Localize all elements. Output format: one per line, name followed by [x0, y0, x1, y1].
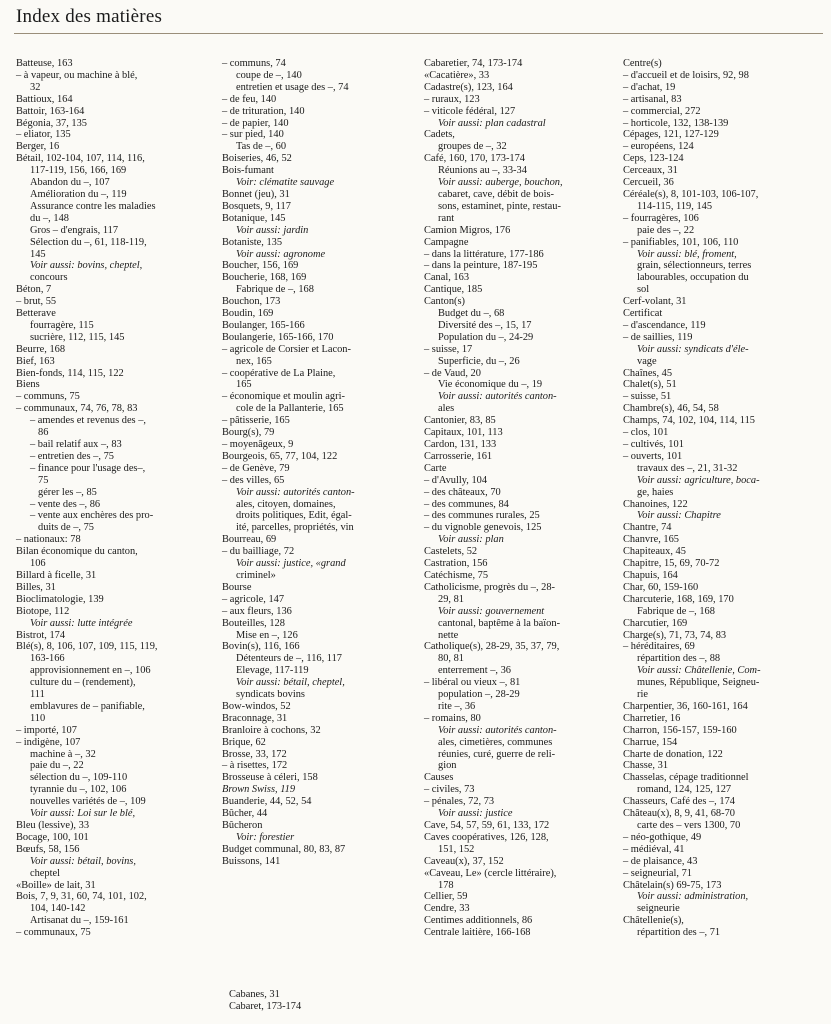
index-entry: Battioux, 164 — [16, 93, 73, 105]
index-entry: – finance pour l'usage des–, — [30, 462, 146, 474]
index-entry: Bistrot, 174 — [16, 629, 66, 641]
index-entry: nette — [438, 629, 459, 641]
index-entry: 80, 81 — [438, 653, 464, 665]
index-entry: Cellier, 59 — [424, 891, 468, 903]
index-entry: Betterave — [16, 308, 56, 320]
index-entry: Voir aussi: lutte intégrée — [30, 617, 133, 629]
index-entry: Bois, 7, 9, 31, 60, 74, 101, 102, — [16, 891, 147, 903]
index-entry: Elevage, 117-119 — [236, 665, 309, 677]
index-entry: Bourse — [222, 581, 252, 593]
index-entry: Caves coopératives, 126, 128, — [424, 831, 549, 843]
index-entry: paie des –, 22 — [637, 224, 695, 236]
index-entry: Bourreau, 69 — [222, 534, 277, 546]
index-entry: Buanderie, 44, 52, 54 — [222, 796, 312, 808]
index-entry: Berger, 16 — [16, 141, 60, 153]
index-entry: Chapuis, 164 — [623, 569, 678, 581]
index-entry: 86 — [38, 427, 49, 439]
title-rule — [14, 33, 823, 34]
index-entry: sol — [637, 284, 650, 296]
index-entry: Détenteurs de –, 116, 117 — [236, 653, 342, 665]
index-entry: – amendes et revenus des –, — [30, 415, 146, 427]
index-entry: – de papier, 140 — [222, 117, 289, 129]
index-entry: Cantique, 185 — [424, 284, 483, 296]
index-entry: nex, 165 — [236, 355, 272, 367]
index-entry: Cerf-volant, 31 — [623, 296, 687, 308]
index-entry: Bouchon, 173 — [222, 296, 281, 308]
index-column-2 — [222, 58, 412, 868]
index-entry: Charcutier, 169 — [623, 617, 688, 629]
index-entry: Population du –, 24-29 — [438, 331, 534, 343]
index-entry: Boucherie, 168, 169 — [222, 272, 307, 284]
index-entry: Bourg(s), 79 — [222, 427, 275, 439]
index-entry: Brique, 62 — [222, 736, 266, 748]
index-entry: – nationaux: 78 — [16, 534, 81, 546]
index-entry: – européens, 124 — [623, 141, 694, 153]
index-entry: Voir: clématite sauvage — [236, 177, 335, 189]
index-entry: 117-119, 156, 166, 169 — [30, 165, 127, 177]
index-entry: syndicats bovins — [236, 689, 305, 701]
index-entry: Bonnet (jeu), 31 — [222, 188, 290, 200]
index-entry: sons, estaminet, pinte, restau- — [438, 200, 561, 212]
index-entry: cheptel — [30, 867, 60, 879]
index-entry: Batteuse, 163 — [16, 58, 73, 69]
index-entry: Cadets, — [424, 129, 455, 141]
index-entry: Voir aussi: autorités canton- — [438, 724, 557, 736]
index-entry: rite –, 36 — [438, 700, 476, 712]
index-entry: Catholique(s), 28-29, 35, 37, 79, — [424, 641, 560, 653]
index-entry: répartition des –, 88 — [637, 653, 721, 665]
index-entry: – de saillies, 119 — [623, 331, 693, 343]
index-entry: Voir aussi: justice — [438, 808, 513, 820]
index-entry: Bovin(s), 116, 166 — [222, 641, 300, 653]
index-entry: Chanvre, 165 — [623, 534, 679, 546]
index-entry: Centrale laitière, 166-168 — [424, 927, 531, 939]
index-entry: Chapiteaux, 45 — [623, 546, 686, 558]
index-entry: Bûcher, 44 — [222, 808, 268, 820]
index-entry: Châtellenie(s), — [623, 915, 684, 927]
index-entry: – aux fleurs, 136 — [222, 605, 292, 617]
index-entry: munes, République, Seigneu- — [637, 677, 760, 689]
index-entry: Vie économique du –, 19 — [438, 379, 543, 391]
index-entry: Bourgeois, 65, 77, 104, 122 — [222, 450, 338, 462]
index-entry: Voir aussi: plan — [438, 534, 504, 546]
index-entry: Boulanger, 165-166 — [222, 319, 305, 331]
index-entry: Voir aussi: bétail, cheptel, — [236, 677, 345, 689]
index-entry: Voir aussi: autorités canton- — [438, 391, 557, 403]
index-entry: Bétail, 102-104, 107, 114, 116, — [16, 153, 145, 165]
index-entry: Superficie, du –, 26 — [438, 355, 520, 367]
index-column-2-bottom — [229, 989, 409, 1013]
index-entry: Boiseries, 46, 52 — [222, 153, 292, 165]
index-entry: – à risettes, 172 — [222, 760, 288, 772]
index-entry: Réunions au –, 33-34 — [438, 165, 527, 177]
index-entry: «Boille» de lait, 31 — [16, 879, 96, 891]
index-entry: Cantonier, 83, 85 — [424, 415, 496, 427]
index-entry: Tas de –, 60 — [236, 141, 287, 153]
index-entry: Bow-windos, 52 — [222, 700, 291, 712]
index-entry: 104, 140-142 — [30, 903, 86, 915]
index-entry: Diversité des –, 15, 17 — [438, 319, 532, 331]
index-entry: seigneurie — [637, 903, 680, 915]
index-entry: 32 — [30, 81, 41, 93]
index-entry: Charron, 156-157, 159-160 — [623, 724, 737, 736]
index-entry: – civiles, 73 — [424, 784, 475, 796]
index-entry: Capitaux, 101, 113 — [424, 427, 503, 439]
index-entry: Chanoines, 122 — [623, 498, 688, 510]
index-entry: Cerceaux, 31 — [623, 165, 678, 177]
index-entry: Botaniste, 135 — [222, 236, 283, 248]
index-column-1 — [16, 58, 202, 939]
index-entry: – artisanal, 83 — [623, 93, 682, 105]
index-entry: – de trituration, 140 — [222, 105, 305, 117]
index-entry: Voir aussi: gouvernement — [438, 605, 545, 617]
index-entry: – dans la peinture, 187-195 — [424, 260, 538, 272]
index-column-4 — [623, 58, 813, 939]
index-entry: criminel» — [236, 569, 276, 581]
index-entry: Mise en –, 126 — [236, 629, 298, 641]
index-entry: Biens — [16, 379, 40, 391]
index-entry: – communaux, 75 — [16, 927, 91, 939]
index-entry: Château(x), 8, 9, 41, 68-70 — [623, 808, 735, 820]
index-entry: – héréditaires, 69 — [623, 641, 695, 653]
index-entry: Voir aussi: bovins, cheptel, — [30, 260, 143, 272]
index-entry: – de plaisance, 43 — [623, 855, 698, 867]
index-entry: Charge(s), 71, 73, 74, 83 — [623, 629, 727, 641]
index-entry: Voir aussi: Chapitre — [637, 510, 721, 522]
index-entry: 114-115, 119, 145 — [637, 200, 713, 212]
index-entry: Brown Swiss, 119 — [222, 784, 296, 796]
index-entry: Bouteilles, 128 — [222, 617, 285, 629]
index-entry: 29, 81 — [438, 593, 464, 605]
index-entry: droits politiques, Edit, égal- — [236, 510, 352, 522]
index-entry: «Caveau, Le» (cercle littéraire), — [424, 867, 557, 879]
index-entry: 75 — [38, 474, 49, 486]
index-entry: – sur pied, 140 — [222, 129, 284, 141]
index-entry: Voir aussi: Loi sur le blé, — [30, 808, 136, 820]
index-entry: Brosseuse à céleri, 158 — [222, 772, 318, 784]
index-entry: – communs, 74 — [222, 58, 286, 69]
index-entry: grain, sélectionneurs, terres — [637, 260, 752, 272]
index-entry: Voir aussi: autorités canton- — [236, 486, 355, 498]
index-entry: – libéral ou vieux –, 81 — [424, 677, 521, 689]
index-entry: – fourragères, 106 — [623, 212, 699, 224]
index-entry: – à vapeur, ou machine à blé, — [16, 69, 138, 81]
index-entry: Charrue, 154 — [623, 736, 678, 748]
index-entry: Chasseurs, Café des –, 174 — [623, 796, 735, 808]
index-entry: – de feu, 140 — [222, 93, 277, 105]
index-entry: Cépages, 121, 127-129 — [623, 129, 719, 141]
index-entry: Châtelain(s) 69-75, 173 — [623, 879, 722, 891]
index-entry: Chaînes, 45 — [623, 367, 673, 379]
index-entry: ge, haies — [637, 486, 674, 498]
index-entry: – vente des –, 86 — [30, 498, 101, 510]
index-entry: Charcuterie, 168, 169, 170 — [623, 593, 734, 605]
index-entry: labourables, occupation du — [637, 272, 749, 284]
index-entry: 151, 152 — [438, 843, 475, 855]
index-entry: «Cacatière», 33 — [424, 69, 490, 81]
index-entry: Cardon, 131, 133 — [424, 439, 497, 450]
index-entry: 106 — [30, 558, 46, 570]
index-entry: Voir aussi: auberge, bouchon, — [438, 177, 563, 189]
index-entry: – d'Avully, 104 — [424, 474, 488, 486]
index-entry: 111 — [30, 689, 45, 701]
index-entry: Chasse, 31 — [623, 760, 669, 772]
index-entry: approvisionnement en –, 106 — [30, 665, 151, 677]
index-entry: – néo-gothique, 49 — [623, 831, 702, 843]
index-entry: Buissons, 141 — [222, 855, 281, 867]
index-entry: Voir aussi: plan cadastral — [438, 117, 546, 129]
index-entry: Gros – d'engrais, 117 — [30, 224, 119, 236]
index-entry: – du vignoble genevois, 125 — [424, 522, 542, 534]
index-entry: Bleu (lessive), 33 — [16, 820, 90, 831]
index-entry: – communaux, 74, 76, 78, 83 — [16, 403, 138, 415]
index-entry: Voir aussi: syndicats d'éle- — [637, 343, 749, 355]
index-entry: Bosquets, 9, 117 — [222, 200, 291, 212]
index-entry: Boulangerie, 165-166, 170 — [222, 331, 334, 343]
index-entry: concours — [30, 272, 68, 284]
index-entry: – économique et moulin agri- — [222, 391, 345, 403]
index-entry: – dans la littérature, 177-186 — [424, 248, 544, 260]
index-entry: Billes, 31 — [16, 581, 56, 593]
index-entry: Voir aussi: agronome — [236, 248, 326, 260]
index-entry: Cercueil, 36 — [623, 177, 674, 189]
index-entry: population –, 28-29 — [438, 689, 520, 701]
index-entry: groupes de –, 32 — [438, 141, 507, 153]
index-entry: Chantre, 74 — [623, 522, 672, 534]
index-entry: Bois-fumant — [222, 165, 274, 177]
index-entry: tyrannie du –, 102, 106 — [30, 784, 127, 796]
index-entry: – des châteaux, 70 — [424, 486, 501, 498]
index-entry: Catholicisme, progrès du –, 28- — [424, 581, 556, 593]
index-entry: 165 — [236, 379, 252, 391]
index-entry: – cultivés, 101 — [623, 439, 684, 450]
index-entry: Blé(s), 8, 106, 107, 109, 115, 119, — [16, 641, 158, 653]
index-entry: Campagne — [424, 236, 469, 248]
index-entry: Camion Migros, 176 — [424, 224, 511, 236]
index-entry: – d'ascendance, 119 — [623, 319, 706, 331]
index-entry: Voir aussi: bétail, bovins, — [30, 855, 136, 867]
index-entry: – panifiables, 101, 106, 110 — [623, 236, 739, 248]
index-entry: – médiéval, 41 — [623, 843, 685, 855]
index-entry: ales — [438, 403, 455, 415]
index-entry: Catéchisme, 75 — [424, 569, 489, 581]
index-entry: – ruraux, 123 — [424, 93, 480, 105]
index-entry: Chapitre, 15, 69, 70-72 — [623, 558, 720, 570]
index-entry: du –, 148 — [30, 212, 69, 224]
index-entry: sélection du –, 109-110 — [30, 772, 128, 784]
index-entry: cantonal, baptême à la baïon- — [438, 617, 561, 629]
index-entry: – de Genève, 79 — [222, 462, 290, 474]
index-entry: réunies, curé, guerre de reli- — [438, 748, 556, 760]
index-entry: Charpentier, 36, 160-161, 164 — [623, 700, 748, 712]
index-entry: culture du – (rendement), — [30, 677, 136, 689]
index-entry: Billard à ficelle, 31 — [16, 569, 97, 581]
index-entry: cabaret, cave, débit de bois- — [438, 188, 554, 200]
index-entry: Battoir, 163-164 — [16, 105, 85, 117]
index-entry: Chambre(s), 46, 54, 58 — [623, 403, 719, 415]
index-entry: gérer les –, 85 — [38, 486, 97, 498]
index-entry: Canal, 163 — [424, 272, 470, 284]
index-entry: répartition des –, 71 — [637, 927, 721, 939]
index-entry: carte des – vers 1300, 70 — [637, 820, 741, 831]
index-entry: Branloire à cochons, 32 — [222, 724, 321, 736]
index-entry: – horticole, 132, 138-139 — [623, 117, 729, 129]
index-entry: machine à –, 32 — [30, 748, 96, 760]
index-entry: Bien-fonds, 114, 115, 122 — [16, 367, 124, 379]
index-entry: – de Vaud, 20 — [424, 367, 481, 379]
index-entry: Castelets, 52 — [424, 546, 478, 558]
index-entry: Brosse, 33, 172 — [222, 748, 287, 760]
index-entry: 178 — [438, 879, 454, 891]
index-entry: Centimes additionnels, 86 — [424, 915, 533, 927]
index-entry: – commercial, 272 — [623, 105, 701, 117]
index-entry: Bief, 163 — [16, 355, 55, 367]
index-entry: 163-166 — [30, 653, 65, 665]
index-entry: ales, citoyen, domaines, — [236, 498, 336, 510]
index-entry: – indigène, 107 — [16, 736, 81, 748]
index-entry: Caveau(x), 37, 152 — [424, 855, 504, 867]
index-entry: Sélection du –, 61, 118-119, — [30, 236, 147, 248]
index-entry: – d'achat, 19 — [623, 81, 676, 93]
index-entry: – seigneurial, 71 — [623, 867, 692, 879]
index-entry: Abandon du –, 107 — [30, 177, 110, 189]
index-entry: Charretier, 16 — [623, 712, 681, 724]
index-entry: Fabrique de –, 168 — [637, 605, 715, 617]
index-entry: Cabanes, 31 — [229, 989, 280, 1000]
index-entry: Cadastre(s), 123, 164 — [424, 81, 513, 93]
index-entry: Cabaretier, 74, 173-174 — [424, 58, 523, 69]
index-entry: ité, parcelles, propriétés, vin — [236, 522, 354, 534]
index-entry: Assurance contre les maladies — [30, 200, 156, 212]
index-entry: – eliator, 135 — [16, 129, 71, 141]
index-entry: enterrement –, 36 — [438, 665, 511, 677]
index-entry: Botanique, 145 — [222, 212, 286, 224]
index-entry: Bocage, 100, 101 — [16, 831, 89, 843]
index-entry: travaux des –, 21, 31-32 — [637, 462, 738, 474]
index-entry: Chalet(s), 51 — [623, 379, 677, 391]
index-entry: 145 — [30, 248, 46, 260]
index-entry: – viticole fédéral, 127 — [424, 105, 516, 117]
index-entry: Voir: forestier — [236, 831, 295, 843]
index-entry: Charte de donation, 122 — [623, 748, 723, 760]
index-entry: nouvelles variétés de –, 109 — [30, 796, 146, 808]
index-entry: Chasselas, cépage traditionnel — [623, 772, 749, 784]
index-entry: Voir aussi: jardin — [236, 224, 309, 236]
index-entry: 110 — [30, 712, 46, 724]
index-entry: Champs, 74, 102, 104, 114, 115 — [623, 415, 755, 427]
index-entry: entretien et usage des –, 74 — [236, 81, 349, 93]
index-entry: Carrosserie, 161 — [424, 450, 493, 462]
index-entry: Ceps, 123-124 — [623, 153, 684, 165]
index-entry: Amélioration du –, 119 — [30, 188, 127, 200]
index-entry: – des communes rurales, 25 — [424, 510, 540, 522]
index-entry: Centre(s) — [623, 58, 662, 69]
index-entry: Bioclimatologie, 139 — [16, 593, 104, 605]
index-entry: Bœufs, 58, 156 — [16, 843, 80, 855]
index-entry: emblavures de – panifiable, — [30, 700, 145, 712]
index-entry: – d'accueil et de loisirs, 92, 98 — [623, 69, 749, 81]
index-entry: Biotope, 112 — [16, 605, 70, 617]
index-entry: – des villes, 65 — [222, 474, 285, 486]
index-entry: Certificat — [623, 308, 663, 320]
index-entry: Voir aussi: administration, — [637, 891, 749, 903]
index-entry: – vente aux enchères des pro- — [30, 510, 154, 522]
index-entry: Bûcheron — [222, 820, 263, 831]
index-entry: – agricole de Corsier et Lacon- — [222, 343, 351, 355]
index-entry: – brut, 55 — [16, 296, 57, 308]
index-entry: sucrière, 112, 115, 145 — [30, 331, 125, 343]
index-entry: ales, cimetières, communes — [438, 736, 553, 748]
index-entry: Artisanat du –, 159-161 — [30, 915, 129, 927]
index-entry: – moyenâgeux, 9 — [222, 439, 294, 450]
index-entry: – pénales, 72, 73 — [424, 796, 495, 808]
index-entry: Beurre, 168 — [16, 343, 66, 355]
index-entry: Carte — [424, 462, 447, 474]
index-entry: Bilan économique du canton, — [16, 546, 138, 558]
index-entry: rant — [438, 212, 455, 224]
index-entry: vage — [637, 355, 657, 367]
index-entry: Céréale(s), 8, 101-103, 106-107, — [623, 188, 759, 200]
index-entry: – suisse, 51 — [623, 391, 672, 403]
index-entry: – des communes, 84 — [424, 498, 509, 510]
index-entry: Voir aussi: justice, «grand — [236, 558, 346, 570]
index-entry: Boucher, 156, 169 — [222, 260, 299, 272]
index-entry: – bail relatif aux –, 83 — [30, 439, 122, 450]
index-entry: Voir aussi: blé, froment, — [637, 248, 737, 260]
index-entry: Boudin, 169 — [222, 308, 274, 320]
index-entry: Cave, 54, 57, 59, 61, 133, 172 — [424, 820, 550, 831]
index-entry: coupe de –, 140 — [236, 69, 302, 81]
index-column-3 — [424, 58, 614, 939]
index-entry: Bégonia, 37, 135 — [16, 117, 87, 129]
index-entry: Voir aussi: Châtellenie, Com- — [637, 665, 761, 677]
index-entry: duits de –, 75 — [38, 522, 94, 534]
index-entry: Fabrique de –, 168 — [236, 284, 314, 296]
index-entry: Budget communal, 80, 83, 87 — [222, 843, 346, 855]
index-entry: Braconnage, 31 — [222, 712, 288, 724]
index-entry: – entretien des –, 75 — [30, 450, 114, 462]
index-entry: Cendre, 33 — [424, 903, 470, 915]
index-entry: Voir aussi: agriculture, boca- — [637, 474, 760, 486]
index-entry: – agricole, 147 — [222, 593, 285, 605]
index-entry: – importé, 107 — [16, 724, 77, 736]
page-title: Index des matières — [16, 6, 163, 27]
index-entry: – ouverts, 101 — [623, 450, 683, 462]
index-entry: Béton, 7 — [16, 284, 52, 296]
index-entry: gion — [438, 760, 457, 772]
index-entry: cole de la Pallanterie, 165 — [236, 403, 344, 415]
index-entry: Canton(s) — [424, 296, 465, 308]
index-entry: – suisse, 17 — [424, 343, 473, 355]
index-entry: – communs, 75 — [16, 391, 80, 403]
index-entry: – romains, 80 — [424, 712, 481, 724]
index-entry: romand, 124, 125, 127 — [637, 784, 732, 796]
index-entry: – du bailliage, 72 — [222, 546, 295, 558]
index-entry: Char, 60, 159-160 — [623, 581, 699, 593]
index-entry: paie du –, 22 — [30, 760, 84, 772]
index-entry: rie — [637, 689, 648, 701]
index-entry: fourragère, 115 — [30, 319, 94, 331]
index-entry: Castration, 156 — [424, 558, 488, 570]
index-entry: – clos, 101 — [623, 427, 669, 439]
index-entry: – coopérative de La Plaine, — [222, 367, 336, 379]
index-entry: – pâtisserie, 165 — [222, 415, 290, 427]
index-entry: Café, 160, 170, 173-174 — [424, 153, 526, 165]
index-entry: Causes — [424, 772, 454, 784]
index-entry: Budget du –, 68 — [438, 308, 505, 320]
index-entry: Cabaret, 173-174 — [229, 1000, 302, 1012]
